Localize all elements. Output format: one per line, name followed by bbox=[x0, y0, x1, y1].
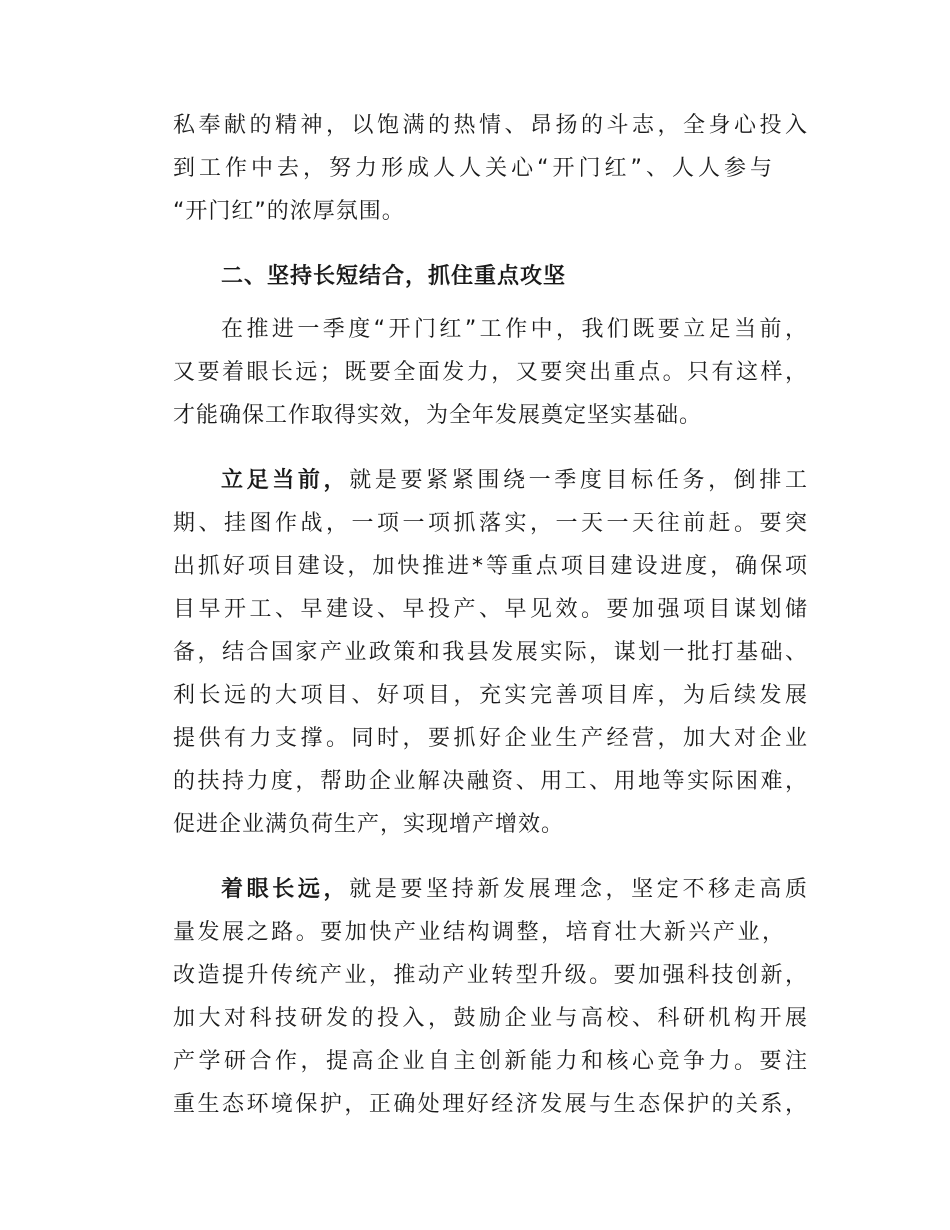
paragraph-line: 量发展之路。要加快产业结构调整，培育壮大新兴产业， bbox=[173, 920, 785, 945]
section-paragraph-3 bbox=[173, 868, 813, 1126]
paragraph-line: 目早开工、早建设、早投产、早见效。要加强项目谋划储 bbox=[173, 597, 808, 622]
section-paragraph-2 bbox=[173, 459, 813, 846]
paragraph-line: 到工作中去，努力形成人人关心“开门红”、人人参与 bbox=[173, 156, 773, 181]
paragraph-line: 才能确保工作取得实效，为全年发展奠定坚实基础。 bbox=[173, 403, 703, 428]
paragraph-first-line bbox=[173, 459, 808, 502]
paragraph-line: 期、挂图作战，一项一项抓落实，一天一天往前赶。要突 bbox=[173, 511, 808, 536]
paragraph-line: 产学研合作，提高企业自主创新能力和核心竞争力。要注 bbox=[173, 1049, 808, 1074]
paragraph-line: 又要着眼长远；既要全面发力，又要突出重点。只有这样， bbox=[173, 360, 808, 385]
paragraph-lead: 立足当前， bbox=[221, 468, 350, 493]
paragraph-line: 在推进一季度“开门红”工作中，我们既要立足当前， bbox=[221, 317, 808, 342]
paragraph-lead: 着眼长远， bbox=[221, 877, 350, 902]
paragraph-line: 的扶持力度，帮助企业解决融资、用工、用地等实际困难， bbox=[173, 769, 808, 794]
paragraph-text: 就是要紧紧围绕一季度目标任务，倒排工 bbox=[349, 468, 808, 493]
section-heading: 二、坚持长短结合，抓住重点攻坚 bbox=[221, 264, 567, 289]
paragraph-line: 加大对科技研发的投入，鼓励企业与高校、科研机构开展 bbox=[173, 1006, 808, 1031]
paragraph-line: 出抓好项目建设，加快推进*等重点项目建设进度，确保项 bbox=[173, 554, 808, 579]
paragraph-line: 利长远的大项目、好项目，充实完善项目库，为后续发展 bbox=[173, 683, 808, 708]
paragraph-line: 重生态环境保护，正确处理好经济发展与生态保护的关系， bbox=[173, 1092, 808, 1117]
paragraph-line: 提供有力支撑。同时，要抓好企业生产经营，加大对企业 bbox=[173, 726, 808, 751]
paragraph-line: 改造提升传统产业，推动产业转型升级。要加强科技创新， bbox=[173, 963, 808, 988]
paragraph-line: 私奉献的精神，以饱满的热情、昂扬的斗志，全身心投入 bbox=[173, 113, 808, 138]
paragraph-text: 就是要坚持新发展理念，坚定不移走高质 bbox=[349, 877, 808, 902]
intro-paragraph bbox=[173, 104, 813, 233]
section-paragraph-1 bbox=[173, 308, 813, 437]
paragraph-line: 促进企业满负荷生产，实现增产增效。 bbox=[173, 812, 565, 837]
paragraph-line: 备，结合国家产业政策和我县发展实际，谋划一批打基础、 bbox=[173, 640, 808, 665]
paragraph-line: “开门红”的浓厚氛围。 bbox=[173, 199, 405, 224]
document-page bbox=[173, 104, 813, 1126]
paragraph-first-line bbox=[173, 868, 808, 911]
